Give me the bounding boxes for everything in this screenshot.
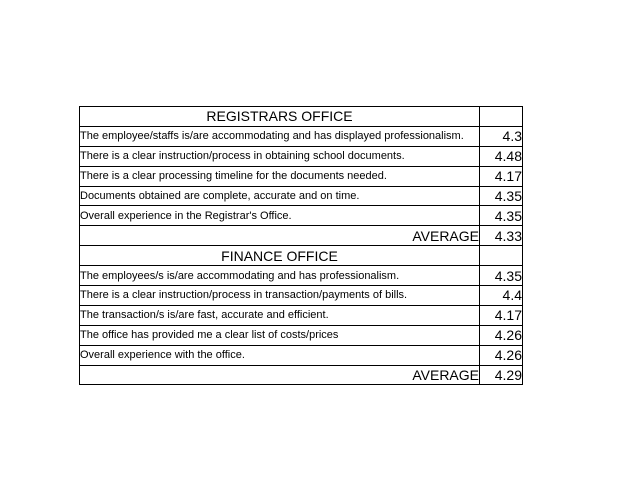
table-row: [80, 166, 523, 186]
item-text: There is a clear instruction/process in transaction/payments of bills.: [80, 286, 480, 306]
survey-results-table: [79, 106, 523, 385]
table-row: [80, 286, 523, 306]
item-text: The office has provided me a clear list of costs/prices: [80, 325, 480, 345]
table-row: [80, 126, 523, 146]
section-title: FINANCE OFFICE: [80, 246, 480, 266]
item-score: 4.4: [480, 286, 523, 306]
item-score: 4.17: [480, 166, 523, 186]
table-row: [80, 325, 523, 345]
item-score: 4.35: [480, 206, 523, 226]
table-row: [80, 345, 523, 365]
average-score: 4.29: [480, 365, 523, 385]
item-text: The transaction/s is/are fast, accurate and efficient.: [80, 305, 480, 325]
item-text: Overall experience in the Registrar's Office.: [80, 206, 480, 226]
table-row: [80, 266, 523, 286]
item-text: The employees/s is/are accommodating and has professionalism.: [80, 266, 480, 286]
average-row: [80, 226, 523, 246]
section-title: REGISTRARS OFFICE: [80, 107, 480, 127]
average-label: AVERAGE: [80, 365, 480, 385]
table-row: [80, 146, 523, 166]
table-row: [80, 206, 523, 226]
average-row: [80, 365, 523, 385]
item-score: 4.48: [480, 146, 523, 166]
average-score: 4.33: [480, 226, 523, 246]
item-text: There is a clear processing timeline for the documents needed.: [80, 166, 480, 186]
table-row: [80, 305, 523, 325]
table-row: [80, 186, 523, 206]
item-score: 4.35: [480, 266, 523, 286]
item-score: 4.26: [480, 345, 523, 365]
item-score: 4.35: [480, 186, 523, 206]
item-text: Documents obtained are complete, accurate and on time.: [80, 186, 480, 206]
section-header-row: [80, 107, 523, 127]
item-text: There is a clear instruction/process in obtaining school documents.: [80, 146, 480, 166]
item-text: The employee/staffs is/are accommodating and has displayed professionalism.: [80, 126, 480, 146]
section-header-row: [80, 246, 523, 266]
item-score: 4.17: [480, 305, 523, 325]
item-text: Overall experience with the office.: [80, 345, 480, 365]
item-score: 4.26: [480, 325, 523, 345]
empty-cell: [480, 107, 523, 127]
empty-cell: [480, 246, 523, 266]
average-label: AVERAGE: [80, 226, 480, 246]
item-score: 4.3: [480, 126, 523, 146]
